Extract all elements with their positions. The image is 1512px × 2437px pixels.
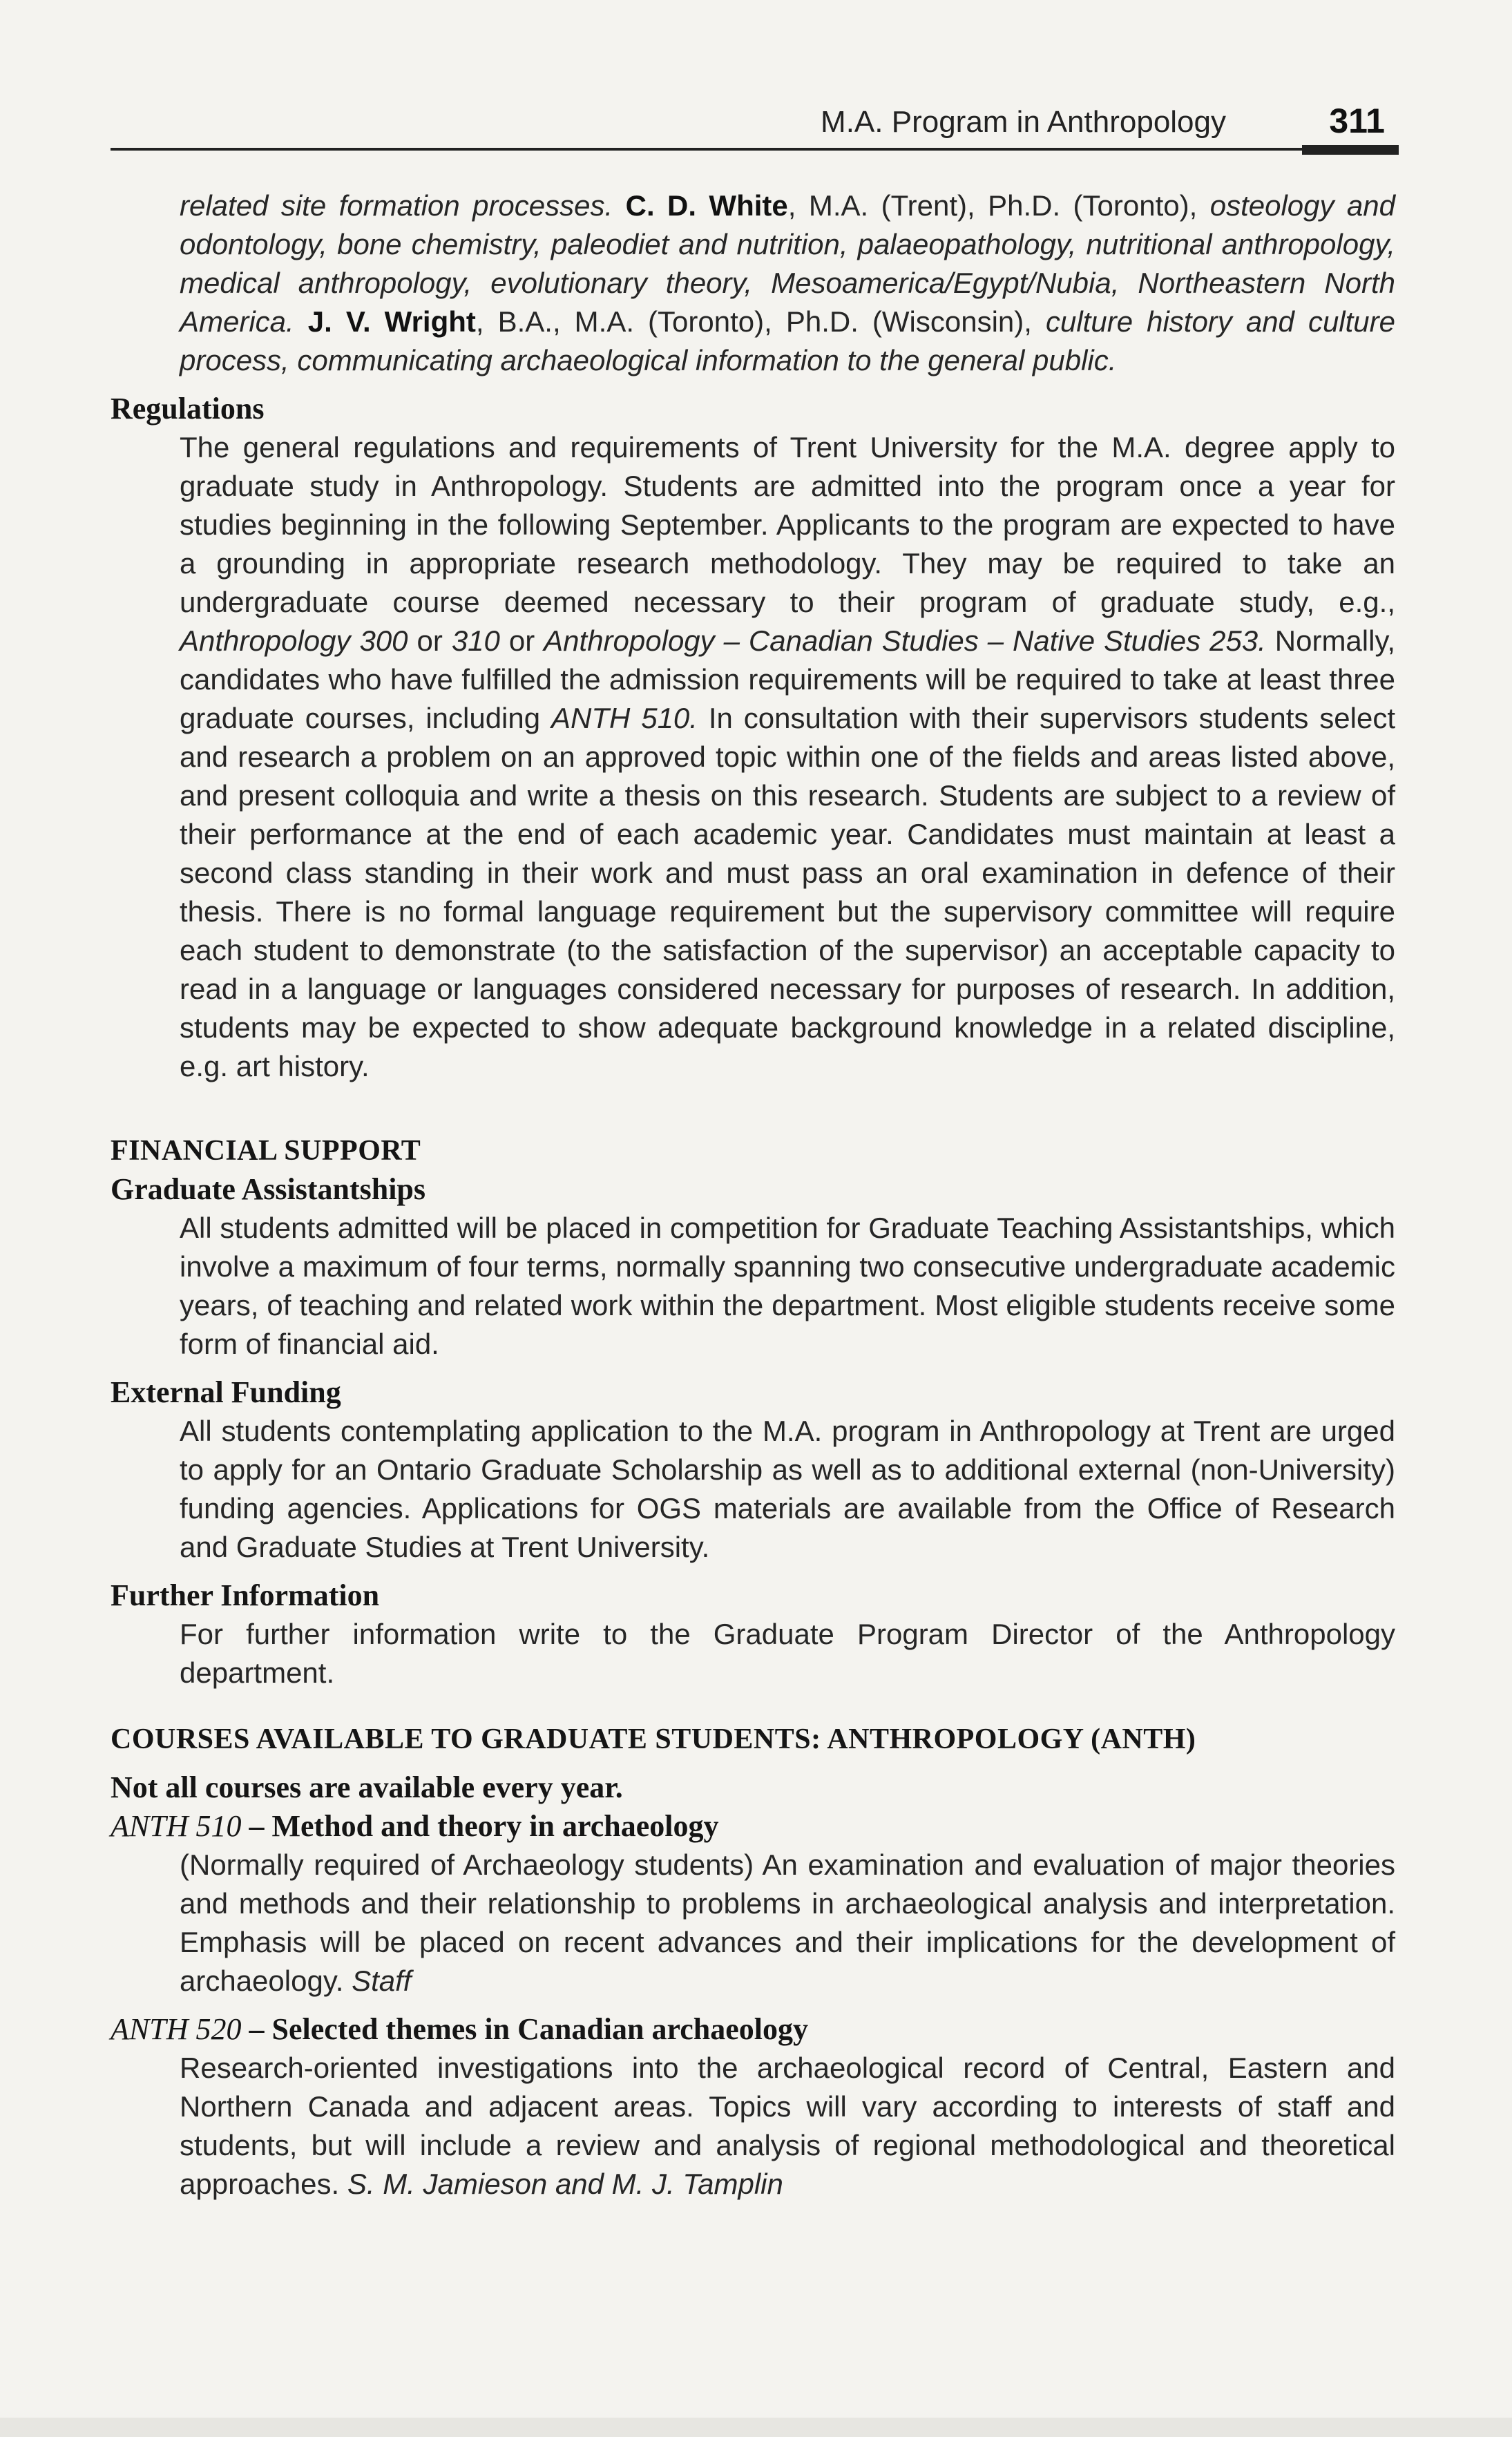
header-rule-block (1302, 145, 1399, 155)
regulations-ref-2: 310 (451, 624, 500, 657)
faculty-line-start: related site formation processes. (180, 189, 613, 222)
course-heading-520 (111, 2010, 1395, 2049)
financial-support-heading: FINANCIAL SUPPORT (111, 1135, 421, 1167)
regulations-ref-3: Anthropology – Canadian Studies – Native Studies 253. (544, 624, 1266, 657)
regulations-text-1: The general regulations and requirements of Trent University for the M.A. degree apply to graduate study in Anthropology. Students are admitted into the program once a year for studies beginning in the following September. Applicants to the program are expected to have a grounding in appropriate research methodology. They may be required to take an undergraduate course deemed necessary to their program of graduate study, e.g., (180, 431, 1395, 618)
course-description: (Normally required of Archaeology students) An examination and evaluation of major theories and methods and their relationship to problems in archaeological analysis and interpretation. Emphasis will be placed on recent advances and their implications for the development of archaeology. (180, 1848, 1395, 1997)
further-information-text: For further information write to the Graduate Program Director of the Anthropology department. (180, 1618, 1395, 1689)
faculty-fields-white: osteology and odontology, bone chemistry, paleodiet and nutrition, palaeopathology, nutritional anthropology, medical anthropology, evolutionary theory, Mesoamerica/Egypt/Nubia, Northeastern North America. (180, 189, 1395, 338)
regulations-or-1: or (417, 624, 443, 657)
page-bottom-edge (0, 2418, 1512, 2437)
header-rule (111, 148, 1399, 151)
faculty-name-wright: J. V. Wright (307, 305, 476, 338)
faculty-continuation (180, 187, 1395, 380)
faculty-fields-wright: culture history and culture process, communicating archaeological information to the general public. (180, 305, 1396, 376)
external-funding-text: All students contemplating application to the M.A. program in Anthropology at Trent are urged to apply for an Ontario Graduate Scholarship as well as to additional external (non-University) funding agencies. Applications for OGS materials are available from the Office of Research and Graduate Studies at Trent University. (180, 1415, 1395, 1563)
faculty-degrees-white: , M.A. (Trent), Ph.D. (Toronto), (787, 189, 1198, 222)
regulations-text-2: Normally, candidates who have fulfilled the admission requirements will be required to take at least three graduate courses, including (180, 624, 1395, 734)
course-instructor: S. M. Jamieson and M. J. Tamplin (347, 2168, 783, 2200)
course-code: ANTH 510 (111, 1809, 242, 1843)
further-information-heading: Further Information (111, 1578, 380, 1612)
course-title: Selected themes in Canadian archaeology (271, 2012, 808, 2046)
course-description-510 (180, 1846, 1395, 2000)
regulations-text-3: In consultation with their supervisors students select and research a problem on an approved topic within one of the fields and areas listed above, and present colloquia and write a thesis on this research. Students are subject to a review of their performance at the end of each academic year. Candidates must maintain at least a second class standing in their work and must pass an oral examination in defence of their thesis. There is no formal language requirement but the supervisory committee will require each student to demonstrate (to the satisfaction of the supervisor) an acceptable capacity to read in a language or languages considered necessary for purposes of research. In addition, students may be expected to show adequate background knowledge in a related discipline, e.g. art history. (180, 702, 1395, 1082)
course-code: ANTH 520 (111, 2012, 242, 2046)
regulations-heading: Regulations (111, 392, 265, 426)
graduate-assistantships-text: All students admitted will be placed in competition for Graduate Teaching Assistantships, which involve a maximum of four terms, normally spanning two consecutive undergraduate academic years, of teaching and related work within the department. Most eligible students receive some form of financial aid. (180, 1212, 1395, 1360)
course-title: Method and theory in archaeology (271, 1809, 719, 1843)
page-body (111, 187, 1395, 2204)
regulations-or-2: or (508, 624, 535, 657)
course-heading-510 (111, 1807, 1395, 1846)
course-description-520 (180, 2049, 1395, 2204)
courses-heading: COURSES AVAILABLE TO GRADUATE STUDENTS: ANTHROPOLOGY (ANTH) (111, 1723, 1196, 1755)
regulations-ref-4: ANTH 510. (551, 702, 698, 734)
course-dash: – (241, 2012, 272, 2046)
regulations-ref-1: Anthropology 300 (180, 624, 408, 657)
running-title: M.A. Program in Anthropology (821, 105, 1226, 139)
course-instructor: Staff (352, 1965, 412, 1997)
regulations-text (180, 428, 1395, 1086)
course-dash: – (241, 1809, 272, 1843)
page-header (111, 91, 1399, 153)
page-number: 311 (1329, 102, 1385, 140)
faculty-degrees-wright: , B.A., M.A. (Toronto), Ph.D. (Wisconsin), (475, 305, 1032, 338)
courses-note: Not all courses are available every year. (111, 1770, 623, 1804)
external-funding-heading: External Funding (111, 1375, 341, 1409)
faculty-name-white: C. D. White (625, 189, 788, 222)
graduate-assistantships-heading: Graduate Assistantships (111, 1172, 426, 1206)
course-description: Research-oriented investigations into the archaeological record of Central, Eastern and Northern Canada and adjacent areas. Topics will vary according to interests of staff and students, but will include a review and analysis of regional methodological and theoretical approaches. (180, 2052, 1395, 2200)
